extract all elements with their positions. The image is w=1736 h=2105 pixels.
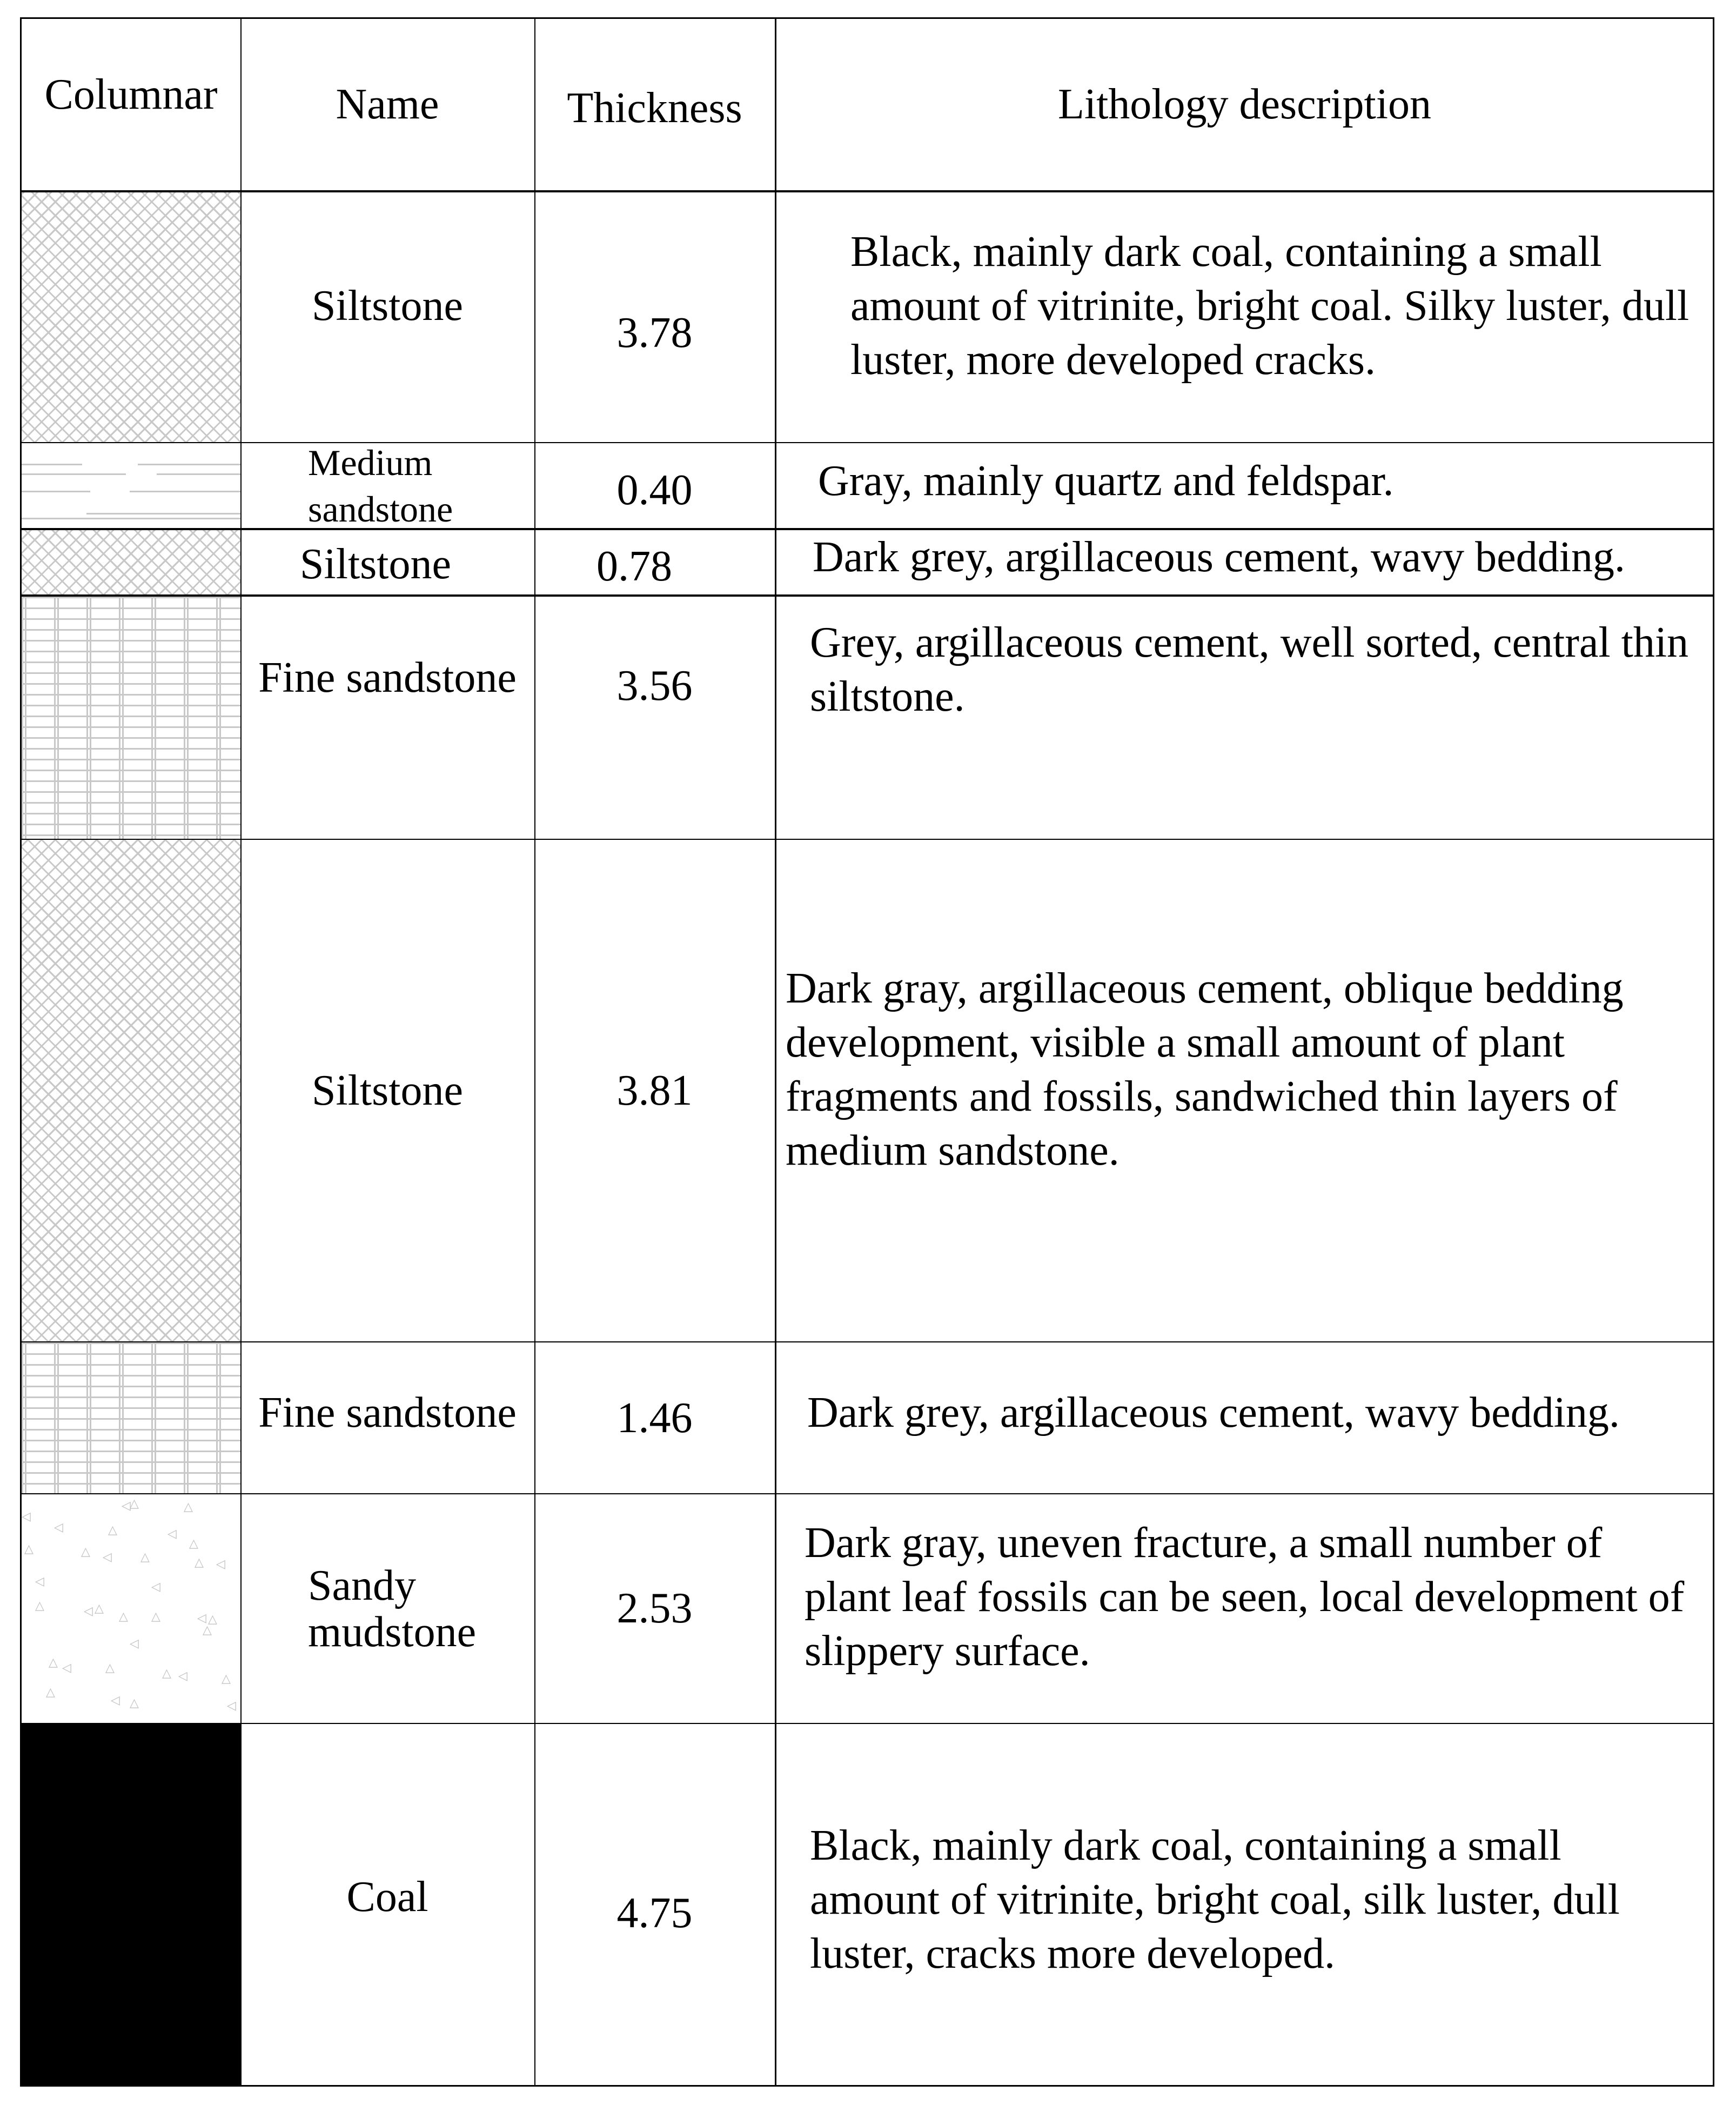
cell-description: Dark gray, argillaceous cement, oblique bedding development, visible a small amount of plant fragments and fossils, sandwiched thin layers of medium sandstone. bbox=[786, 965, 1624, 1174]
cell-name: Siltstone bbox=[300, 540, 452, 588]
cell-name: Fine sandstone bbox=[258, 654, 517, 701]
header-thickness: Thickness bbox=[567, 84, 742, 132]
cell-description: Dark grey, argillaceous cement, wavy bedding. bbox=[807, 1389, 1620, 1436]
siltstone-pattern bbox=[22, 530, 240, 594]
cell-name: Siltstone bbox=[311, 282, 464, 330]
header-name: Name bbox=[336, 81, 439, 128]
cell-thickness: 4.75 bbox=[616, 1889, 693, 1937]
cell-description: Gray, mainly quartz and feldspar. bbox=[818, 457, 1394, 505]
cell-thickness: 3.81 bbox=[616, 1066, 693, 1114]
cell-name: Fine sandstone bbox=[258, 1389, 517, 1436]
cell-thickness: 2.53 bbox=[616, 1585, 693, 1632]
cell-description: Grey, argillaceous cement, well sorted, central thin siltstone. bbox=[810, 619, 1689, 720]
cell-name: Siltstone bbox=[311, 1067, 464, 1114]
cell-description: Dark grey, argillaceous cement, wavy bedding. bbox=[813, 533, 1625, 581]
lithology-table bbox=[20, 17, 1714, 2087]
medium-sandstone-pattern bbox=[22, 443, 240, 528]
fine-sandstone-pattern bbox=[22, 1342, 240, 1493]
cell-name: Medium sandstone bbox=[308, 442, 453, 530]
cell-thickness: 1.46 bbox=[616, 1394, 693, 1442]
siltstone-pattern bbox=[22, 840, 240, 1341]
fine-sandstone-pattern bbox=[22, 597, 240, 839]
cell-thickness: 0.40 bbox=[616, 466, 693, 514]
header-columnar: Columnar bbox=[44, 70, 218, 118]
cell-thickness: 0.78 bbox=[596, 543, 672, 590]
cell-thickness: 3.56 bbox=[616, 661, 693, 710]
coal-pattern bbox=[22, 1724, 240, 2085]
cell-name: Sandy mudstone bbox=[308, 1561, 477, 1656]
cell-description: Black, mainly dark coal, containing a small amount of vitrinite, bright coal, silk luster, dull luster, cracks more developed. bbox=[810, 1822, 1620, 1977]
siltstone-pattern bbox=[22, 192, 240, 442]
cell-name: Coal bbox=[346, 1873, 428, 1921]
sandy-mudstone-pattern: ◁ △ △ ◁ ◁ △ ◁ △ △ △ ◁ △ △ ◁ ◁ ◁ △ ◁ △ △ △ ◁ △ △ ◁ △ ◁ △ △ ◁ △ △ ◁ △ ◁ bbox=[22, 1494, 240, 1723]
cell-description: Dark gray, uneven fracture, a small number of plant leaf fossils can be seen, local development of slippery surface. bbox=[805, 1519, 1685, 1675]
cell-description: Black, mainly dark coal, containing a small amount of vitrinite, bright coal. Silky luster, dull luster, more developed cracks. bbox=[850, 228, 1690, 384]
cell-thickness: 3.78 bbox=[616, 309, 693, 357]
header-lithology-description: Lithology description bbox=[1057, 81, 1431, 128]
